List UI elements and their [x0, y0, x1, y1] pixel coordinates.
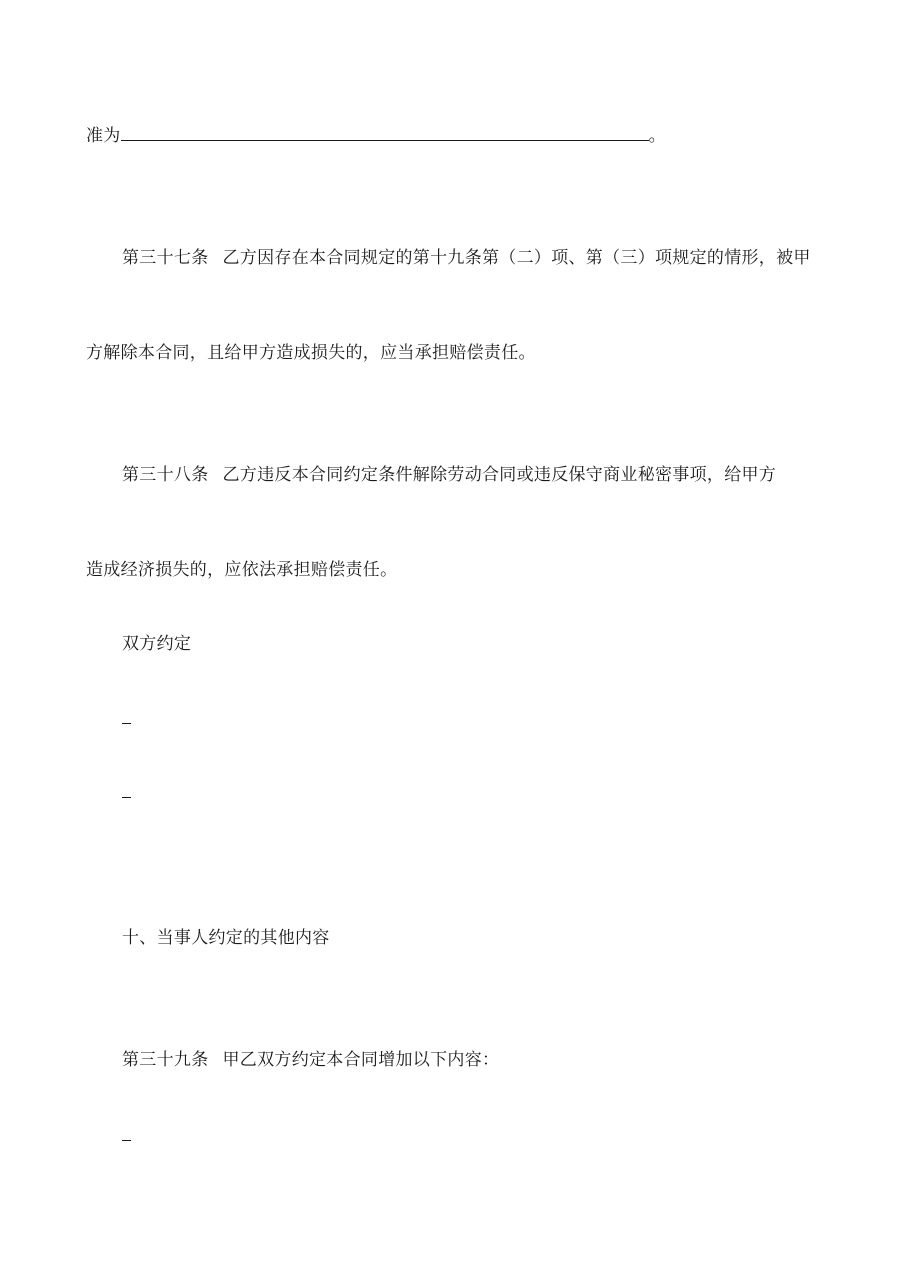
article-37-line-1 [122, 248, 811, 268]
article-39-line-1 [122, 1050, 499, 1070]
section-10-heading: 十、当事人约定的其他内容 [122, 928, 330, 948]
article-38-text-1: 乙方违反本合同约定条件解除劳动合同或违反保守商业秘密事项，给甲方 [222, 465, 777, 485]
article-38-line-1 [122, 465, 776, 485]
article-37-text-1: 乙方因存在本合同规定的第十九条第（二）项、第（三）项规定的情形，被甲 [222, 248, 811, 268]
standard-line [86, 126, 666, 146]
article-39-text-1: 甲乙双方约定本合同增加以下内容： [222, 1050, 500, 1070]
article-38-line-2: 造成经济损失的，应依法承担赔偿责任。 [86, 560, 398, 580]
mutual-agreement-label: 双方约定 [122, 634, 192, 654]
fill-dash-1[interactable] [122, 723, 131, 724]
article-37-number: 第三十七条 [122, 248, 209, 268]
standard-suffix: 。 [648, 126, 666, 146]
fill-dash-2[interactable] [122, 797, 131, 798]
article-38-number: 第三十八条 [122, 465, 209, 485]
fill-blank[interactable] [121, 126, 649, 141]
fill-dash-3[interactable] [122, 1140, 131, 1141]
article-39-number: 第三十九条 [122, 1050, 209, 1070]
article-37-line-2: 方解除本合同，且给甲方造成损失的，应当承担赔偿责任。 [86, 343, 536, 363]
standard-prefix: 准为 [86, 126, 121, 146]
